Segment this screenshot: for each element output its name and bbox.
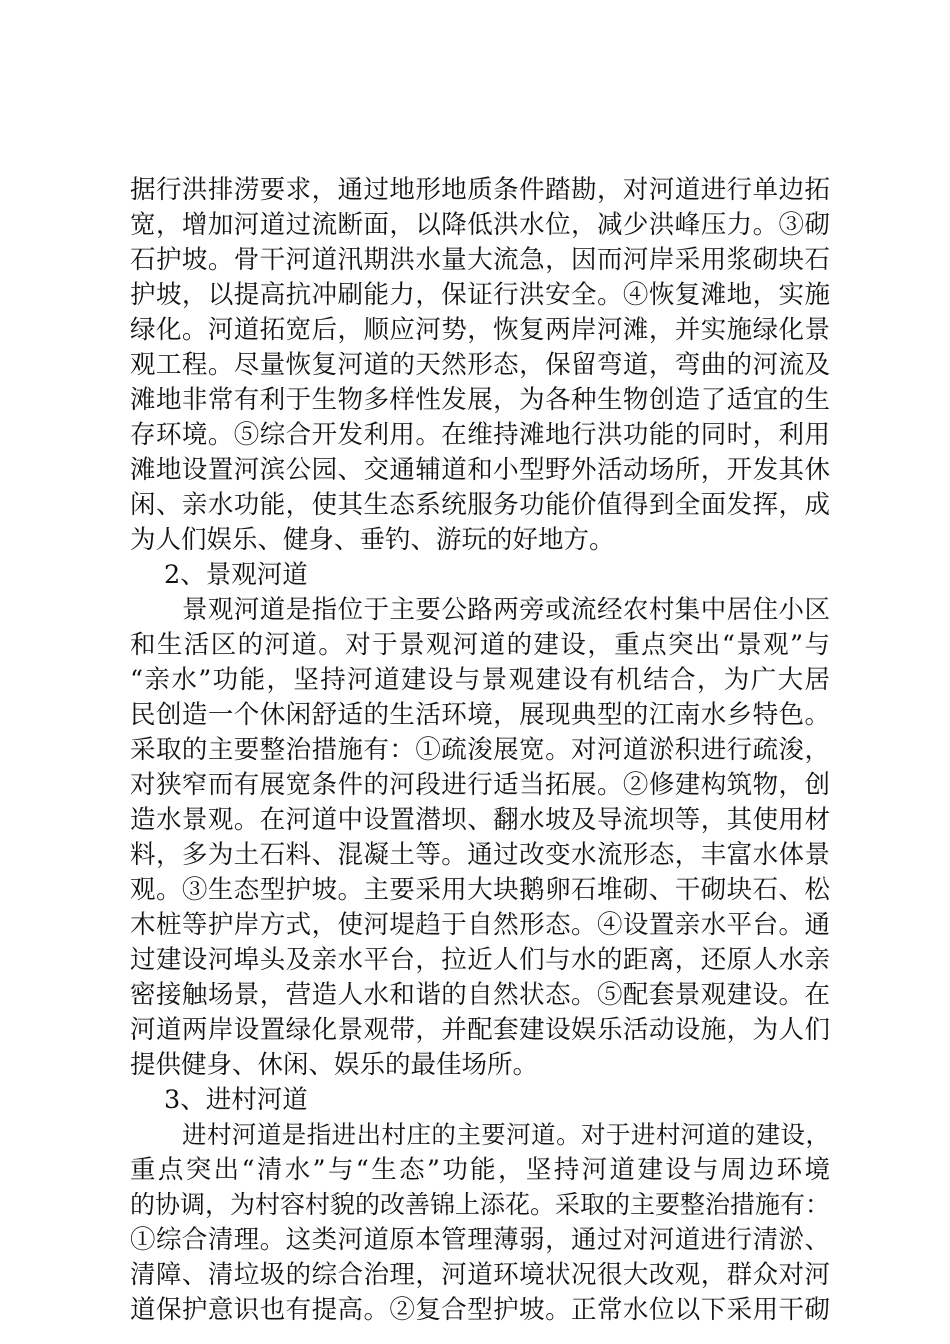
body-text-line: 宽，增加河道过流断面，以降低洪水位，减少洪峰压力。③砌 xyxy=(130,210,830,240)
body-text-line: 护坡，以提高抗冲刷能力，保证行洪安全。④恢复滩地，实施 xyxy=(130,280,830,310)
section-heading: 2、景观河道 xyxy=(164,560,308,590)
body-text-line: 提供健身、休闲、娱乐的最佳场所。 xyxy=(130,1050,539,1080)
body-text-line: 和生活区的河道。对于景观河道的建设，重点突出“景观”与 xyxy=(130,630,830,660)
body-text-line: 过建设河埠头及亲水平台，拉近人们与水的距离，还原人水亲 xyxy=(130,945,830,975)
body-text-line: 闲、亲水功能，使其生态系统服务功能价值得到全面发挥，成 xyxy=(130,490,830,520)
body-text-line: 木桩等护岸方式，使河堤趋于自然形态。④设置亲水平台。通 xyxy=(130,910,830,940)
body-text-line: 对狭窄而有展宽条件的河段进行适当拓展。②修建构筑物，创 xyxy=(130,770,830,800)
body-text-line: 据行洪排涝要求，通过地形地质条件踏勘，对河道进行单边拓 xyxy=(130,175,830,205)
body-text-line: 道保护意识也有提高。②复合型护坡。正常水位以下采用干砌 xyxy=(130,1295,830,1325)
section-heading: 3、进村河道 xyxy=(164,1085,308,1115)
body-text-line: 造水景观。在河道中设置潜坝、翻水坡及导流坝等，其使用材 xyxy=(130,805,830,835)
body-text-line: 观。③生态型护坡。主要采用大块鹅卵石堆砌、干砌块石、松 xyxy=(130,875,830,905)
body-text-line: 石护坡。骨干河道汛期洪水量大流急，因而河岸采用浆砌块石 xyxy=(130,245,830,275)
body-text-line: “亲水”功能，坚持河道建设与景观建设有机结合，为广大居 xyxy=(130,665,830,695)
body-text-line: 河道两岸设置绿化景观带，并配套建设娱乐活动设施，为人们 xyxy=(130,1015,830,1045)
body-text-line: 滩地设置河滨公园、交通辅道和小型野外活动场所，开发其休 xyxy=(130,455,830,485)
body-text-line: ①综合清理。这类河道原本管理薄弱，通过对河道进行清淤、 xyxy=(130,1225,830,1255)
body-text-line: 存环境。⑤综合开发利用。在维持滩地行洪功能的同时，利用 xyxy=(130,420,830,450)
body-text-line: 密接触场景，营造人水和谐的自然状态。⑤配套景观建设。在 xyxy=(130,980,830,1010)
body-text-line: 观工程。尽量恢复河道的天然形态，保留弯道，弯曲的河流及 xyxy=(130,350,830,380)
body-text-line: 绿化。河道拓宽后，顺应河势，恢复两岸河滩，并实施绿化景 xyxy=(130,315,830,345)
body-text-line: 的协调，为村容村貌的改善锦上添花。采取的主要整治措施有： xyxy=(130,1190,831,1219)
body-text-line: 滩地非常有利于生物多样性发展，为各种生物创造了适宜的生 xyxy=(130,385,830,415)
body-text-line: 采取的主要整治措施有：①疏浚展宽。对河道淤积进行疏浚， xyxy=(130,735,830,765)
body-text-line: 清障、清垃圾的综合治理，河道环境状况很大改观，群众对河 xyxy=(130,1260,830,1290)
body-text-line: 重点突出“清水”与“生态”功能，坚持河道建设与周边环境 xyxy=(130,1155,830,1185)
body-text-line: 景观河道是指位于主要公路两旁或流经农村集中居住小区 xyxy=(182,595,830,625)
body-text-line: 为人们娱乐、健身、垂钓、游玩的好地方。 xyxy=(130,525,615,555)
body-text-line: 料，多为土石料、混凝土等。通过改变水流形态，丰富水体景 xyxy=(130,840,830,870)
body-text-line: 进村河道是指进出村庄的主要河道。对于进村河道的建设， xyxy=(182,1120,830,1149)
body-text-line: 民创造一个休闲舒适的生活环境，展现典型的江南水乡特色。 xyxy=(130,700,830,730)
